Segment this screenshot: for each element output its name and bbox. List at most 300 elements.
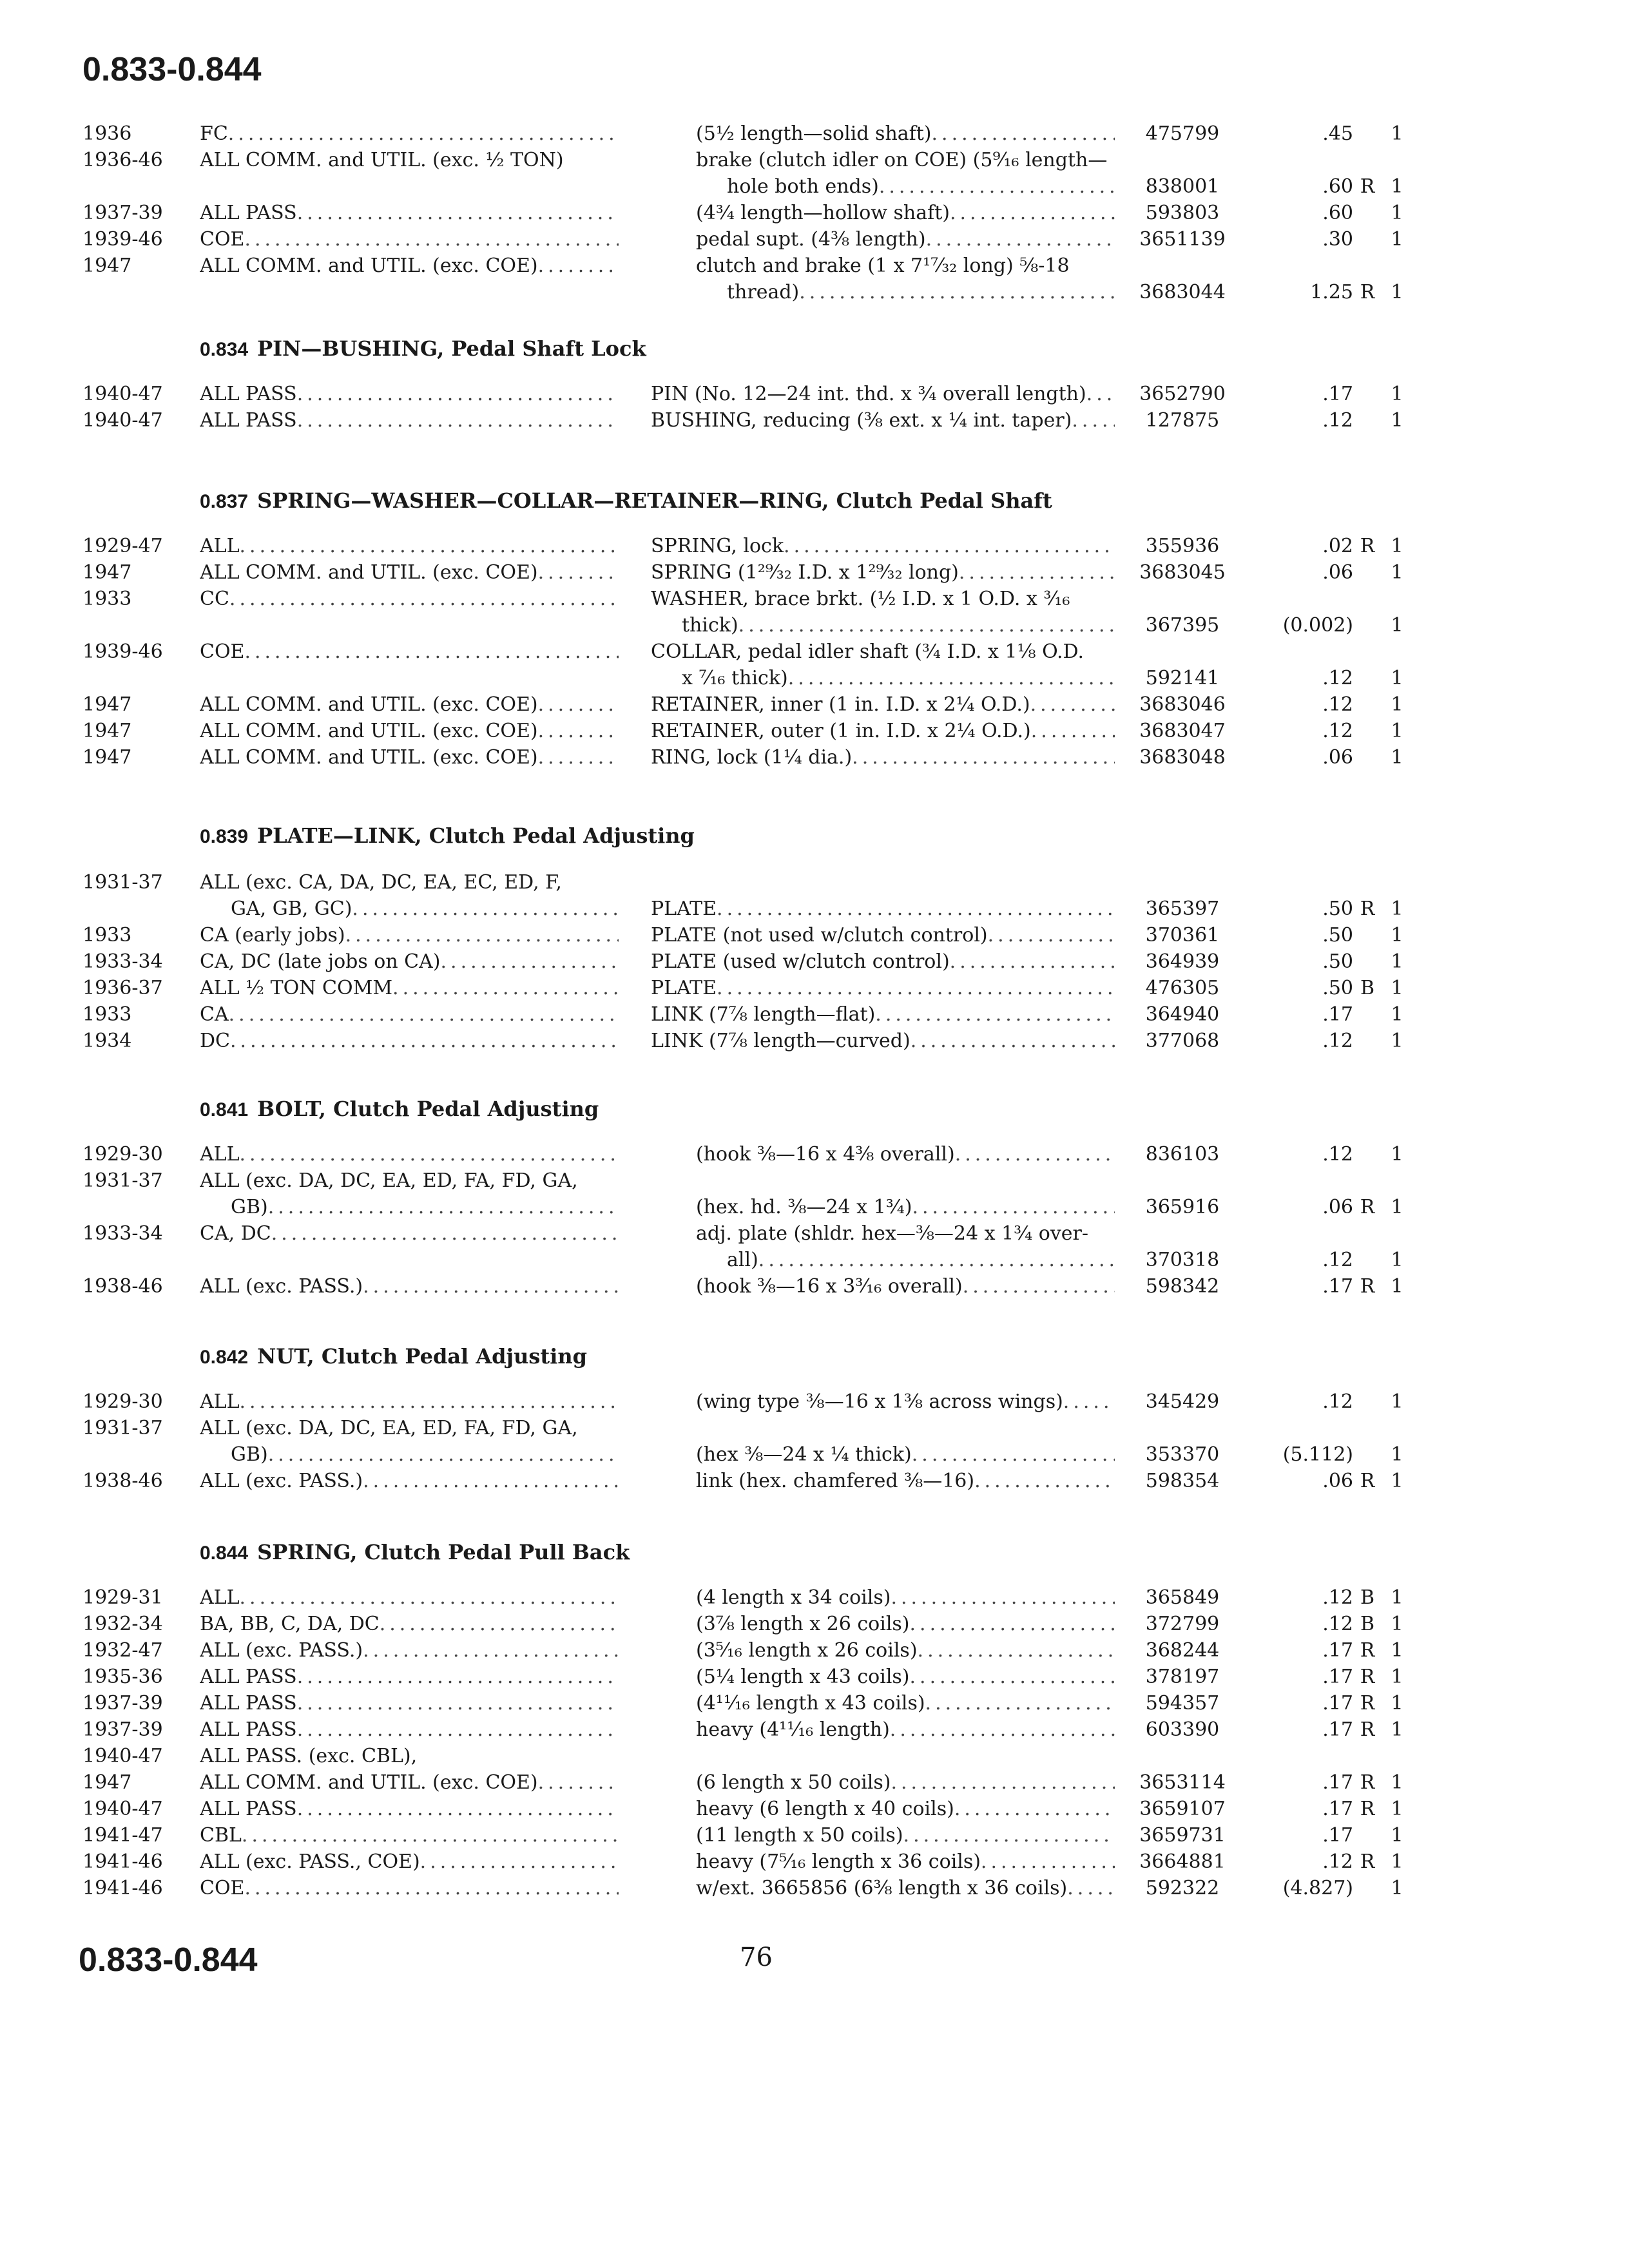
description — [696, 1468, 1115, 1494]
quantity: 1 — [1391, 1003, 1403, 1026]
description-text: (6 length x 50 coils) — [696, 1771, 891, 1794]
application-text: ALL PASS. (exc. CBL), — [200, 1745, 418, 1767]
part-number: 836103 — [1145, 1143, 1220, 1166]
description-text: x ⁷⁄₁₆ thick) — [682, 667, 788, 689]
year-range: 1947 — [82, 561, 132, 584]
table-row — [0, 896, 1629, 922]
dot-leader — [918, 1638, 1115, 1664]
table-row — [0, 1796, 1629, 1822]
group-code: R — [1360, 175, 1375, 198]
part-number: 365916 — [1145, 1196, 1220, 1218]
year-range: 1929-47 — [82, 535, 163, 557]
year-range: 1940-47 — [82, 1745, 163, 1767]
description — [696, 121, 1115, 147]
dot-leader — [879, 174, 1115, 200]
list-price: .17 — [1322, 1824, 1353, 1847]
application — [200, 533, 619, 559]
application-text: ALL (exc. PASS.) — [200, 1639, 363, 1662]
dot-leader — [926, 227, 1115, 253]
quantity: 1 — [1391, 535, 1403, 557]
dot-leader — [932, 121, 1115, 147]
list-price: .12 — [1322, 1613, 1353, 1635]
group-code: R — [1360, 535, 1375, 557]
dot-leader — [363, 1638, 619, 1664]
description-text: pedal supt. (4⅜ length) — [696, 228, 926, 251]
year-range: 1939-46 — [82, 640, 163, 663]
dot-leader — [229, 1002, 619, 1028]
table-row — [0, 1389, 1629, 1415]
group-code: R — [1360, 1639, 1375, 1662]
description-text: LINK (7⅞ length—flat) — [651, 1003, 876, 1026]
application — [200, 896, 619, 922]
dot-leader — [538, 560, 619, 586]
description — [696, 1849, 1115, 1875]
application-text: ALL (exc. PASS.) — [200, 1470, 363, 1492]
part-number: 3659731 — [1139, 1824, 1226, 1847]
application-text: ALL ½ TON COMM — [200, 977, 393, 999]
description-text: BUSHING, reducing (⅜ ext. x ¼ int. taper) — [651, 409, 1072, 432]
quantity: 1 — [1391, 1470, 1403, 1492]
section-heading: BOLT, Clutch Pedal Adjusting — [257, 1097, 599, 1121]
dot-leader — [788, 666, 1115, 691]
year-range: 1947 — [82, 693, 132, 716]
list-price: .02 — [1322, 535, 1353, 557]
application — [200, 975, 619, 1001]
description-text: PIN (No. 12—24 int. thd. x ¾ overall length) — [651, 383, 1086, 405]
dot-leader — [297, 1796, 619, 1822]
part-number: 476305 — [1145, 977, 1220, 999]
part-number: 475799 — [1145, 122, 1220, 145]
dot-leader — [297, 381, 619, 407]
part-number: 364940 — [1145, 1003, 1220, 1026]
dot-leader — [392, 975, 619, 1001]
description — [696, 1691, 1115, 1716]
quantity: 1 — [1391, 1798, 1403, 1820]
section-title — [200, 1540, 630, 1564]
list-price: .06 — [1322, 561, 1353, 584]
table-row — [0, 408, 1629, 434]
description-text: SPRING, lock — [651, 535, 784, 557]
section-title — [200, 336, 646, 361]
part-number: 353370 — [1145, 1443, 1220, 1466]
application — [200, 148, 619, 173]
table-row — [0, 253, 1629, 279]
year-range: 1929-31 — [82, 1586, 163, 1609]
year-range: 1929-30 — [82, 1390, 163, 1413]
description-text: adj. plate (shldr. hex—⅜—24 x 1¾ over- — [696, 1222, 1089, 1245]
dot-leader — [1030, 692, 1115, 718]
description — [696, 1585, 1115, 1611]
section-heading: SPRING—WASHER—COLLAR—RETAINER—RING, Clutch Pedal Shaft — [257, 488, 1052, 513]
year-range: 1941-46 — [82, 1850, 163, 1873]
section-heading: PIN—BUSHING, Pedal Shaft Lock — [257, 336, 646, 361]
list-price: .12 — [1322, 1030, 1353, 1052]
dot-leader — [950, 949, 1115, 975]
description — [696, 1274, 1115, 1300]
group-code: R — [1360, 281, 1375, 303]
description-text: SPRING (1²⁹⁄₃₂ I.D. x 1²⁹⁄₃₂ long) — [651, 561, 959, 584]
description — [696, 1823, 1115, 1849]
description-text: hole both ends) — [727, 175, 879, 198]
quantity: 1 — [1391, 383, 1403, 405]
table-row — [0, 1638, 1629, 1664]
application-text: ALL COMM. and UTIL. (exc. COE) — [200, 746, 538, 769]
quantity: 1 — [1391, 1443, 1403, 1466]
table-row — [0, 1823, 1629, 1849]
list-price: .17 — [1322, 1003, 1353, 1026]
application-text: DC — [200, 1030, 231, 1052]
table-row — [0, 1691, 1629, 1716]
dot-leader — [890, 1717, 1115, 1743]
page-number: 76 — [740, 1943, 773, 1972]
list-price: .45 — [1322, 122, 1353, 145]
application-text: ALL COMM. and UTIL. (exc. COE) — [200, 1771, 538, 1794]
application — [200, 870, 619, 896]
list-price: .12 — [1322, 667, 1353, 689]
list-price: (5.112) — [1282, 1443, 1353, 1466]
list-price: .12 — [1322, 720, 1353, 742]
table-row — [0, 1221, 1629, 1247]
part-number: 838001 — [1145, 175, 1220, 198]
year-range: 1937-39 — [82, 1718, 163, 1741]
application — [200, 1876, 619, 1901]
part-number: 3653114 — [1139, 1771, 1226, 1794]
section-number: 0.834 — [200, 339, 249, 360]
table-row — [0, 121, 1629, 147]
description-text: heavy (6 length x 40 coils) — [696, 1798, 954, 1820]
dot-leader — [959, 560, 1115, 586]
part-number: 370318 — [1145, 1249, 1220, 1271]
application-text: ALL — [200, 1586, 240, 1609]
description-text: WASHER, brace brkt. (½ I.D. x 1 O.D. x ³⁄₁₆ — [651, 588, 1070, 610]
dot-leader — [352, 896, 619, 922]
year-range: 1947 — [82, 720, 132, 742]
quantity: 1 — [1391, 1390, 1403, 1413]
application — [200, 639, 619, 665]
table-row — [0, 1468, 1629, 1494]
application — [200, 949, 619, 975]
table-row — [0, 1770, 1629, 1796]
application-text: ALL PASS — [200, 1718, 297, 1741]
table-row — [0, 745, 1629, 771]
section-title — [200, 1344, 587, 1369]
dot-leader — [875, 1002, 1115, 1028]
section-title — [200, 823, 695, 848]
application — [200, 1611, 619, 1637]
list-price: .60 — [1322, 202, 1353, 224]
quantity: 1 — [1391, 1692, 1403, 1715]
part-number: 345429 — [1145, 1390, 1220, 1413]
table-row — [0, 1849, 1629, 1875]
part-number: 3659107 — [1139, 1798, 1226, 1820]
quantity: 1 — [1391, 1275, 1403, 1298]
dot-leader — [240, 1389, 619, 1415]
page-code-top: 0.833-0.844 — [82, 51, 262, 88]
table-row — [0, 692, 1629, 718]
table-row — [0, 1416, 1629, 1441]
dot-leader — [271, 1221, 619, 1247]
dot-leader — [538, 745, 619, 771]
table-row — [0, 148, 1629, 173]
dot-leader — [1031, 718, 1115, 744]
dot-leader — [244, 639, 619, 665]
table-row — [0, 1442, 1629, 1468]
part-number: 365397 — [1145, 898, 1220, 920]
quantity: 1 — [1391, 746, 1403, 769]
application-text: CC — [200, 588, 229, 610]
year-range: 1940-47 — [82, 383, 163, 405]
application-text: COE — [200, 228, 245, 251]
list-price: .06 — [1322, 1470, 1353, 1492]
quantity: 1 — [1391, 1718, 1403, 1741]
description-text: (4¾ length—hollow shaft) — [696, 202, 950, 224]
quantity: 1 — [1391, 202, 1403, 224]
description — [696, 280, 1115, 305]
table-row — [0, 613, 1629, 639]
application-text: ALL PASS — [200, 202, 297, 224]
description-text: (hex. hd. ⅜—24 x 1¾) — [696, 1196, 912, 1218]
description-text: PLATE (not used w/clutch control) — [651, 924, 988, 947]
description — [651, 533, 1115, 559]
dot-leader — [1086, 381, 1115, 407]
description — [651, 408, 1115, 434]
application — [200, 1442, 619, 1468]
part-number: 372799 — [1145, 1613, 1220, 1635]
description-text: PLATE — [651, 898, 717, 920]
list-price: .17 — [1322, 1666, 1353, 1688]
list-price: .17 — [1322, 1692, 1353, 1715]
quantity: 1 — [1391, 693, 1403, 716]
application-text: COE — [200, 1877, 245, 1899]
dot-leader — [910, 1664, 1115, 1690]
quantity: 1 — [1391, 1143, 1403, 1166]
table-row — [0, 1585, 1629, 1611]
table-row — [0, 1664, 1629, 1690]
dot-leader — [758, 1247, 1115, 1273]
quantity: 1 — [1391, 175, 1403, 198]
application-text: ALL — [200, 1143, 240, 1166]
quantity: 1 — [1391, 1850, 1403, 1873]
group-code: R — [1360, 1718, 1375, 1741]
description-text: (hook ⅜—16 x 4⅜ overall) — [696, 1143, 955, 1166]
quantity: 1 — [1391, 281, 1403, 303]
dot-leader — [717, 896, 1115, 922]
part-number: 592141 — [1145, 667, 1220, 689]
part-number: 592322 — [1145, 1877, 1220, 1899]
application — [200, 718, 619, 744]
dot-leader — [799, 280, 1115, 305]
year-range: 1941-47 — [82, 1824, 163, 1847]
dot-leader — [925, 1691, 1115, 1716]
description-text: heavy (4¹¹⁄₁₆ length) — [696, 1718, 890, 1741]
year-range: 1933 — [82, 924, 132, 947]
table-row — [0, 1028, 1629, 1054]
description-text: RING, lock (1¼ dia.) — [651, 746, 853, 769]
dot-leader — [268, 1195, 619, 1220]
application — [200, 1796, 619, 1822]
group-code: R — [1360, 1196, 1375, 1218]
dot-leader — [244, 1876, 619, 1901]
application — [200, 1221, 619, 1247]
group-code: B — [1360, 977, 1375, 999]
application — [200, 253, 619, 279]
table-row — [0, 1717, 1629, 1743]
list-price: .50 — [1322, 950, 1353, 973]
table-row — [0, 381, 1629, 407]
dot-leader — [244, 227, 619, 253]
description — [651, 975, 1115, 1001]
description — [696, 1221, 1115, 1247]
part-number: 370361 — [1145, 924, 1220, 947]
description — [651, 586, 1115, 612]
part-number: 598342 — [1145, 1275, 1220, 1298]
application-text: FC — [200, 122, 228, 145]
list-price: .50 — [1322, 977, 1353, 999]
dot-leader — [903, 1823, 1115, 1849]
application-text: CA (early jobs) — [200, 924, 345, 947]
section-heading: SPRING, Clutch Pedal Pull Back — [257, 1540, 630, 1564]
table-row — [0, 923, 1629, 948]
application-text: ALL (exc. DA, DC, EA, ED, FA, FD, GA, — [200, 1417, 578, 1439]
application — [200, 1638, 619, 1664]
description — [696, 148, 1115, 173]
table-row — [0, 1876, 1629, 1901]
group-code: B — [1360, 1586, 1375, 1609]
list-price: .06 — [1322, 1196, 1353, 1218]
application — [200, 1717, 619, 1743]
year-range: 1933-34 — [82, 950, 163, 973]
list-price: .06 — [1322, 746, 1353, 769]
application — [200, 121, 619, 147]
part-number: 355936 — [1145, 535, 1220, 557]
description — [696, 253, 1115, 279]
application — [200, 692, 619, 718]
dot-leader — [297, 1717, 619, 1743]
table-row — [0, 586, 1629, 612]
table-row — [0, 718, 1629, 744]
description — [696, 1247, 1115, 1273]
dot-leader — [891, 1770, 1115, 1796]
quantity: 1 — [1391, 950, 1403, 973]
list-price: (4.827) — [1282, 1877, 1353, 1899]
dot-leader — [538, 718, 619, 744]
application — [200, 1849, 619, 1875]
description-text: RETAINER, outer (1 in. I.D. x 2¼ O.D.) — [651, 720, 1031, 742]
list-price: .30 — [1322, 228, 1353, 251]
dot-leader — [297, 408, 619, 434]
dot-leader — [297, 1691, 619, 1716]
table-row — [0, 200, 1629, 226]
quantity: 1 — [1391, 1030, 1403, 1052]
application-text: CA, DC (late jobs on CA) — [200, 950, 441, 973]
application — [200, 1585, 619, 1611]
year-range: 1937-39 — [82, 1692, 163, 1715]
description-text: LINK (7⅞ length—curved) — [651, 1030, 911, 1052]
part-number: 3683044 — [1139, 281, 1226, 303]
year-range: 1933 — [82, 1003, 132, 1026]
year-range: 1938-46 — [82, 1470, 163, 1492]
year-range: 1929-30 — [82, 1143, 163, 1166]
description-text: RETAINER, inner (1 in. I.D. x 2¼ O.D.) — [651, 693, 1030, 716]
year-range: 1938-46 — [82, 1275, 163, 1298]
description — [651, 949, 1115, 975]
section-number: 0.844 — [200, 1542, 249, 1564]
application — [200, 1274, 619, 1300]
description-text: thick) — [682, 614, 738, 637]
dot-leader — [228, 121, 619, 147]
quantity: 1 — [1391, 977, 1403, 999]
table-row — [0, 666, 1629, 691]
part-number: 377068 — [1145, 1030, 1220, 1052]
dot-leader — [240, 533, 619, 559]
quantity: 1 — [1391, 1639, 1403, 1662]
list-price: .12 — [1322, 1143, 1353, 1166]
table-row — [0, 174, 1629, 200]
application — [200, 1691, 619, 1716]
description-text: PLATE (used w/clutch control) — [651, 950, 950, 973]
application — [200, 560, 619, 586]
table-row — [0, 1168, 1629, 1194]
dot-leader — [1063, 1389, 1115, 1415]
section-number: 0.839 — [200, 826, 249, 847]
description — [696, 1442, 1115, 1468]
part-number: 3664881 — [1139, 1850, 1226, 1873]
application-text: ALL (exc. DA, DC, EA, ED, FA, FD, GA, — [200, 1169, 578, 1192]
dot-leader — [784, 533, 1115, 559]
list-price: .17 — [1322, 1639, 1353, 1662]
table-row — [0, 1611, 1629, 1637]
part-number: 603390 — [1145, 1718, 1220, 1741]
description — [651, 560, 1115, 586]
quantity: 1 — [1391, 720, 1403, 742]
page-code-bottom: 0.833-0.844 — [79, 1941, 258, 1979]
dot-leader — [230, 1028, 619, 1054]
application — [200, 1664, 619, 1690]
table-row — [0, 1002, 1629, 1028]
application-text: ALL PASS — [200, 1798, 297, 1820]
dot-leader — [242, 1823, 619, 1849]
dot-leader — [538, 692, 619, 718]
table-row — [0, 533, 1629, 559]
description — [651, 896, 1115, 922]
year-range: 1940-47 — [82, 409, 163, 432]
application-text: GB) — [231, 1196, 268, 1218]
year-range: 1931-37 — [82, 871, 163, 894]
application-text: CA — [200, 1003, 229, 1026]
group-code: R — [1360, 1275, 1375, 1298]
year-range: 1932-47 — [82, 1639, 163, 1662]
table-row — [0, 1195, 1629, 1220]
quantity: 1 — [1391, 561, 1403, 584]
application-text: ALL COMM. and UTIL. (exc. ½ TON) — [200, 149, 564, 171]
application — [200, 1823, 619, 1849]
year-range: 1936-46 — [82, 149, 163, 171]
part-number: 378197 — [1145, 1666, 1220, 1688]
dot-leader — [912, 1442, 1115, 1468]
description-text: (4 length x 34 coils) — [696, 1586, 891, 1609]
quantity: 1 — [1391, 1586, 1403, 1609]
description-text: all) — [727, 1249, 758, 1271]
list-price: .50 — [1322, 898, 1353, 920]
description — [651, 923, 1115, 948]
application-text: ALL PASS — [200, 1692, 297, 1715]
application-text: GB) — [231, 1443, 268, 1466]
description — [651, 745, 1115, 771]
table-row — [0, 280, 1629, 305]
dot-leader — [955, 1142, 1115, 1168]
description — [696, 1876, 1115, 1901]
application-text: ALL COMM. and UTIL. (exc. COE) — [200, 720, 538, 742]
